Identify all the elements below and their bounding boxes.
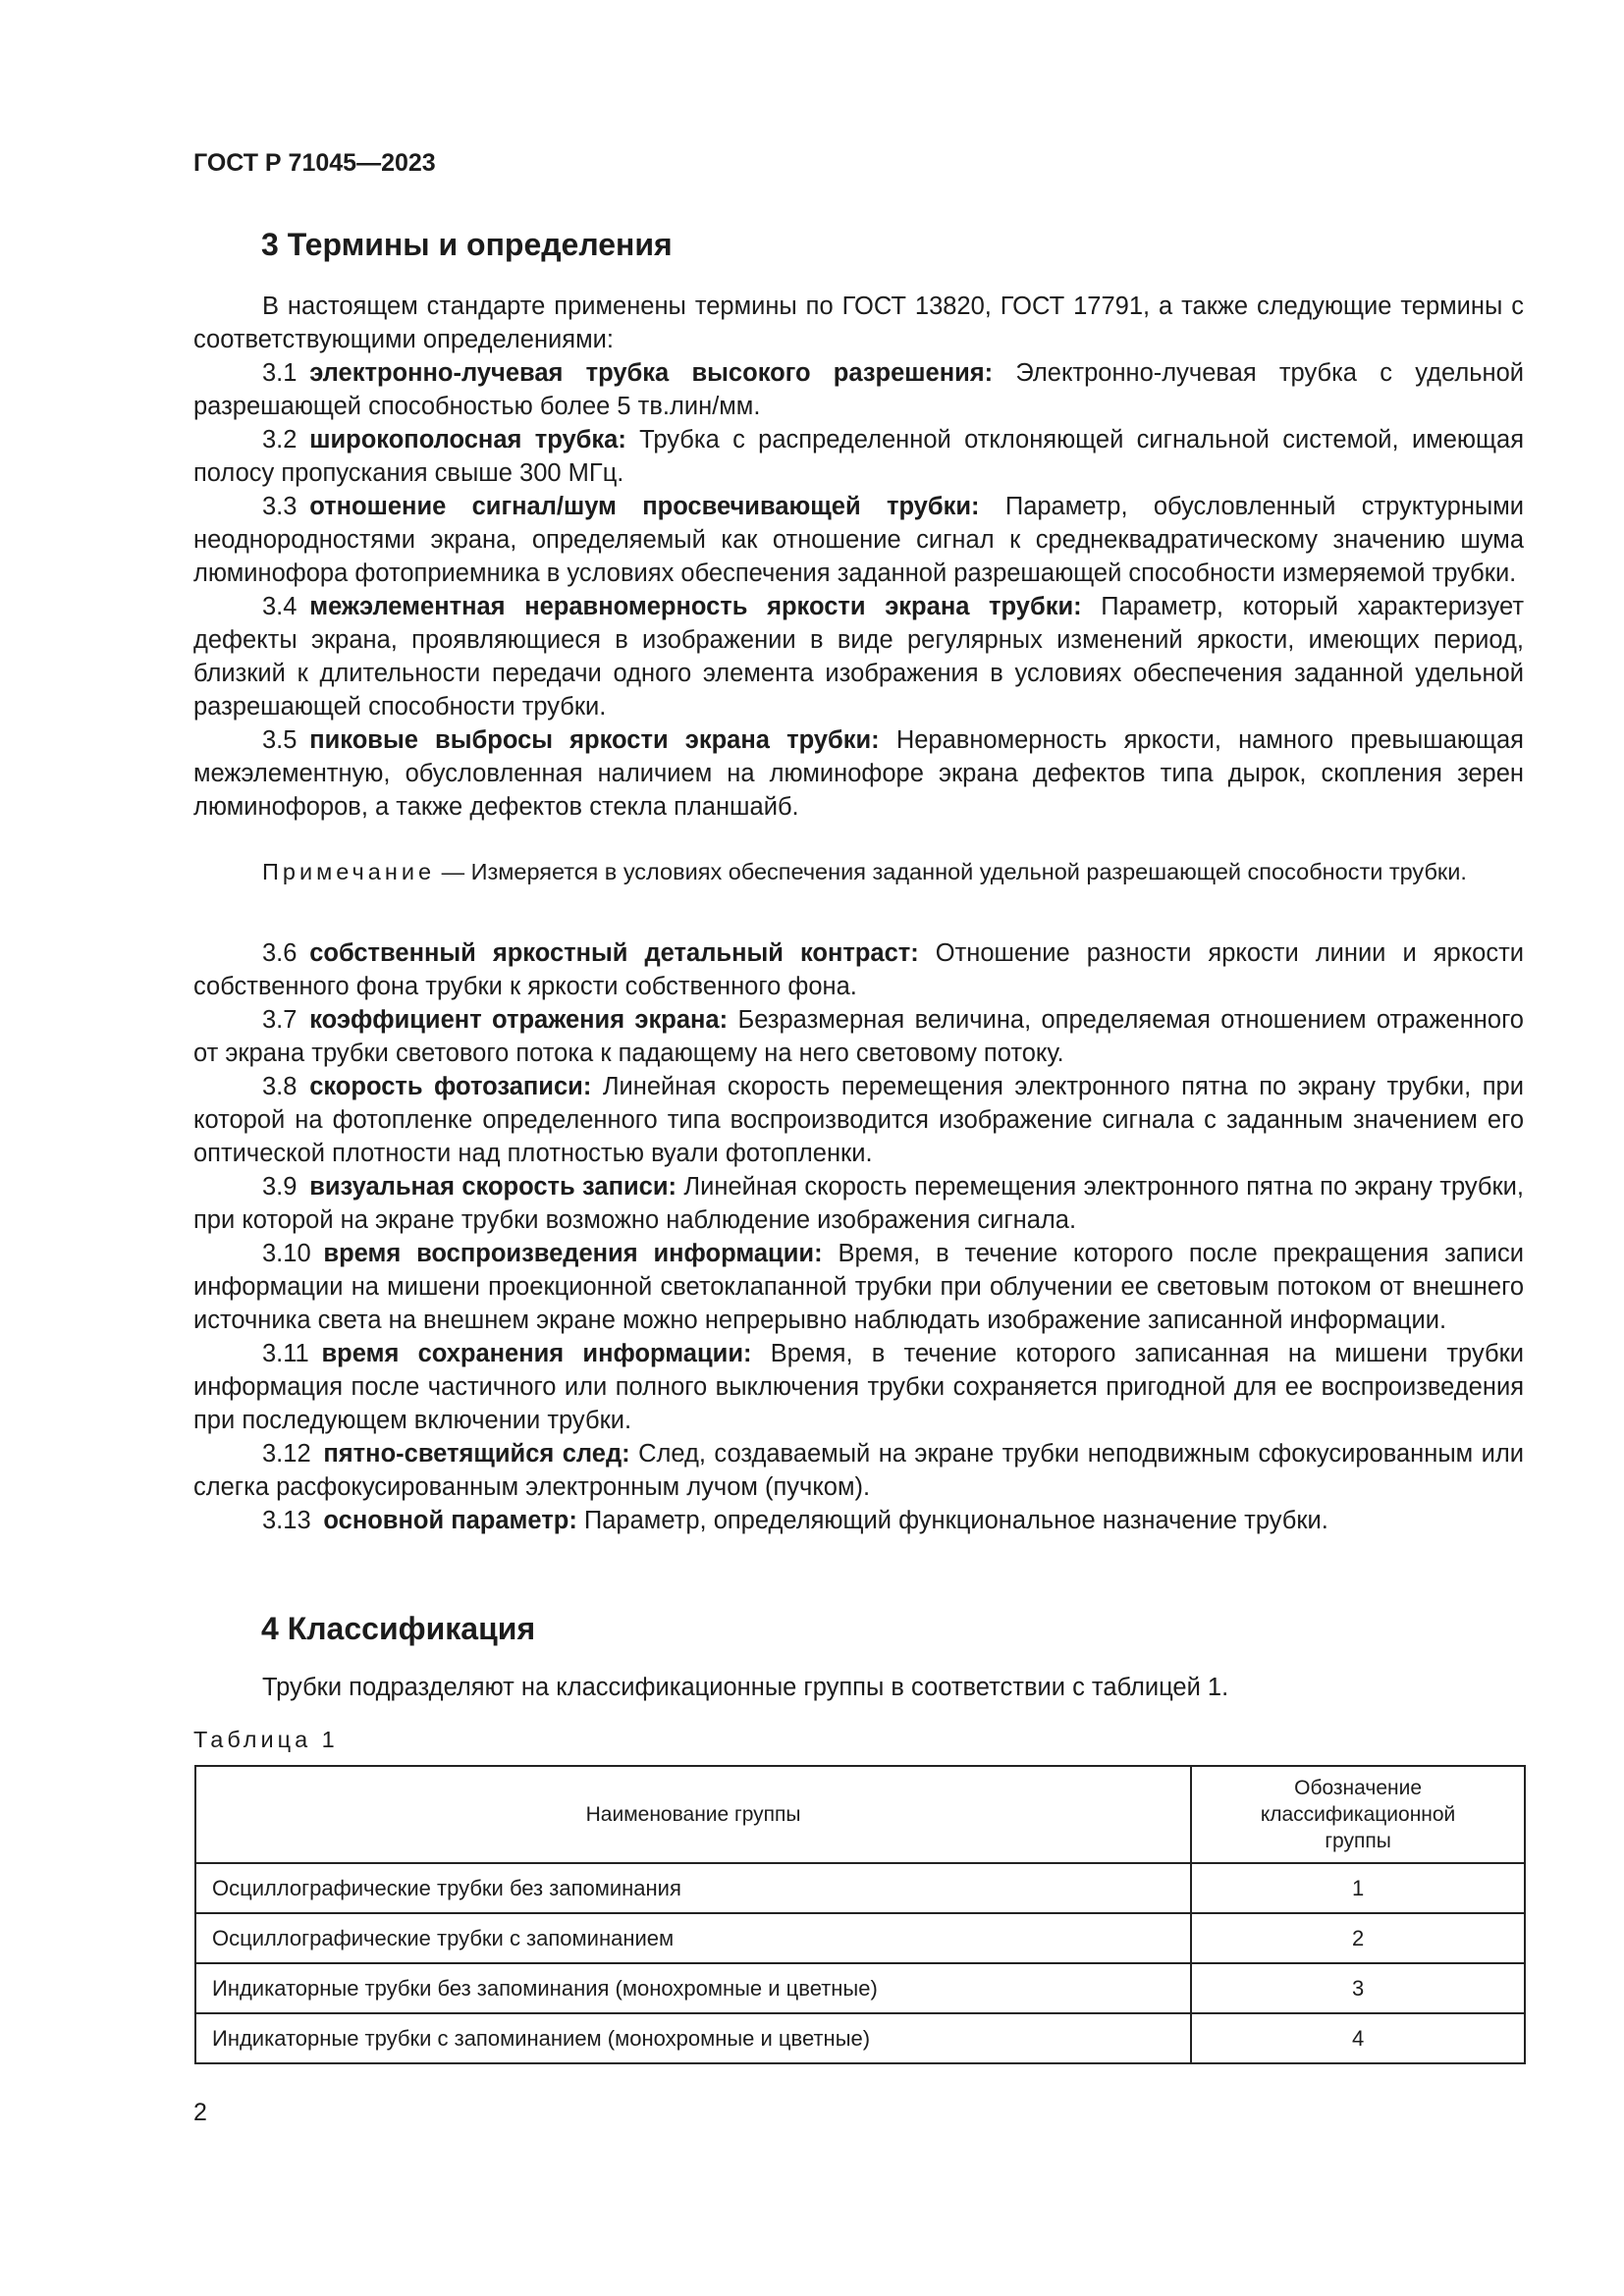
term-number: 3.6 bbox=[262, 939, 298, 967]
term-definition: След, создаваемый на экране трубки неподвижным сфокусированным или слегка расфокусированным электронным лучом (пучком). bbox=[193, 1440, 1524, 1501]
table-row bbox=[195, 1963, 1525, 2013]
term-entry bbox=[193, 1003, 1524, 1070]
term-name: время сохранения информации: bbox=[321, 1340, 752, 1367]
term-number: 3.8 bbox=[262, 1073, 298, 1100]
section-3-title: 3 Термины и определения bbox=[261, 227, 673, 262]
term-name: скорость фотозаписи: bbox=[309, 1073, 592, 1100]
term-entry bbox=[193, 356, 1524, 423]
term-number: 3.10 bbox=[262, 1240, 311, 1267]
term-name: широкополосная трубка: bbox=[309, 426, 626, 454]
term-name: собственный яркостный детальный контраст: bbox=[309, 939, 919, 967]
term-number: 3.12 bbox=[262, 1440, 311, 1468]
note bbox=[193, 857, 1524, 887]
term-number: 3.13 bbox=[262, 1507, 311, 1534]
group-code-cell: 3 bbox=[1191, 1963, 1525, 2013]
note-text: — Измеряется в условиях обеспечения заданной удельной разрешающей способности трубки. bbox=[441, 859, 1467, 884]
term-definition: Линейная скорость перемещения электронного пятна по экрану трубки, при которой на фотопленке определенного типа воспроизводится изображение сигнала с заданным значением его оптической плотности над плотностью вуали фотопленки. bbox=[193, 1073, 1524, 1167]
term-entry bbox=[193, 590, 1524, 723]
term-definition: Параметр, обусловленный структурными неоднородностями экрана, определяемый как отношение сигнал к среднеквадратическому значению шума люминофора фотоприемника в условиях обеспечения заданной разрешающей способности измеряемой трубки. bbox=[193, 493, 1525, 587]
term-number: 3.5 bbox=[262, 726, 298, 754]
classification-table bbox=[194, 1765, 1526, 2064]
term-entry bbox=[193, 1437, 1524, 1504]
header-group-code: Обозначение классификационной группы bbox=[1191, 1766, 1525, 1863]
term-name: электронно-лучевая трубка высокого разрешения: bbox=[309, 359, 994, 387]
group-name-cell: Индикаторные трубки с запоминанием (монохромные и цветные) bbox=[195, 2013, 1191, 2063]
term-entry bbox=[193, 936, 1524, 1003]
term-entry bbox=[193, 1170, 1524, 1237]
terms-block-2 bbox=[193, 936, 1524, 1537]
term-definition: Параметр, определяющий функциональное назначение трубки. bbox=[583, 1507, 1328, 1534]
term-number: 3.4 bbox=[262, 593, 298, 620]
group-code-cell: 4 bbox=[1191, 2013, 1525, 2063]
term-entry bbox=[193, 1237, 1524, 1337]
term-number: 3.7 bbox=[262, 1006, 298, 1034]
term-name: отношение сигнал/шум просвечивающей трубки: bbox=[309, 493, 980, 520]
header-group-name: Наименование группы bbox=[195, 1766, 1191, 1863]
term-name: основной параметр: bbox=[323, 1507, 577, 1534]
term-name: визуальная скорость записи: bbox=[309, 1173, 677, 1201]
term-number: 3.2 bbox=[262, 426, 298, 454]
group-name-cell: Осциллографические трубки без запоминания bbox=[195, 1863, 1191, 1913]
term-number: 3.11 bbox=[262, 1340, 309, 1367]
term-entry bbox=[193, 723, 1524, 824]
note-label: Примечание bbox=[262, 859, 436, 884]
section-3-intro: В настоящем стандарте применены термины по ГОСТ 13820, ГОСТ 17791, а также следующие термины с соответствующими определениями: bbox=[193, 293, 1524, 353]
document-code: ГОСТ Р 71045—2023 bbox=[193, 149, 436, 177]
terms-block-1 bbox=[193, 290, 1524, 824]
term-definition: Время, в течение которого записанная на мишени трубки информация после частичного или полного выключения трубки сохраняется пригодной для ее воспроизведения при последующем включении трубки. bbox=[193, 1340, 1524, 1434]
table-header-row bbox=[195, 1766, 1525, 1863]
term-name: пятно-светящийся след: bbox=[323, 1440, 630, 1468]
group-code-cell: 2 bbox=[1191, 1913, 1525, 1963]
table-row bbox=[195, 1863, 1525, 1913]
term-number: 3.3 bbox=[262, 493, 298, 520]
term-name: коэффициент отражения экрана: bbox=[309, 1006, 729, 1034]
term-entry bbox=[193, 1070, 1524, 1170]
term-definition: Трубка с распределенной отклоняющей сигнальной системой, имеющая полосу пропускания свыше 300 МГц. bbox=[193, 426, 1524, 487]
section-4-intro: Трубки подразделяют на классификационные группы в соответствии с таблицей 1. bbox=[262, 1674, 1229, 1701]
group-code-cell: 1 bbox=[1191, 1863, 1525, 1913]
term-number: 3.1 bbox=[262, 359, 298, 387]
group-name-cell: Индикаторные трубки без запоминания (монохромные и цветные) bbox=[195, 1963, 1191, 2013]
term-name: межэлементная неравномерность яркости экрана трубки: bbox=[309, 593, 1082, 620]
group-name-cell: Осциллографические трубки с запоминанием bbox=[195, 1913, 1191, 1963]
term-number: 3.9 bbox=[262, 1173, 298, 1201]
term-name: пиковые выбросы яркости экрана трубки: bbox=[309, 726, 880, 754]
term-entry bbox=[193, 1337, 1524, 1437]
term-definition: Неравномерность яркости, намного превышающая межэлементную, обусловленная наличием на люминофоре экрана дефектов типа дырок, скопления зерен люминофоров, а также дефектов стекла планшайб. bbox=[193, 726, 1524, 821]
term-definition: Отношение разности яркости линии и яркости собственного фона трубки к яркости собственного фона. bbox=[193, 939, 1524, 1000]
table-row bbox=[195, 2013, 1525, 2063]
term-definition: Безразмерная величина, определяемая отношением отраженного от экрана трубки светового потока к падающему на него световому потоку. bbox=[193, 1006, 1524, 1067]
term-entry bbox=[193, 1504, 1524, 1537]
page-number: 2 bbox=[193, 2099, 207, 2126]
term-entry bbox=[193, 490, 1524, 590]
term-definition: Параметр, который характеризует дефекты экрана, проявляющиеся в изображении в виде регулярных изменений яркости, имеющих период, близкий к длительности передачи одного элемента изображения в условиях обеспечения заданной удельной разрешающей способности трубки. bbox=[193, 593, 1524, 721]
term-entry bbox=[193, 423, 1524, 490]
table-caption: Таблица 1 bbox=[193, 1727, 339, 1752]
term-definition: Линейная скорость перемещения электронного пятна по экрану трубки, при которой на экране трубки возможно наблюдение изображения сигнала. bbox=[193, 1173, 1524, 1234]
section-4-title: 4 Классификация bbox=[261, 1611, 536, 1646]
term-definition: Электронно-лучевая трубка с удельной разрешающей способностью более 5 тв.лин/мм. bbox=[193, 359, 1524, 420]
term-name: время воспроизведения информации: bbox=[323, 1240, 823, 1267]
term-definition: Время, в течение которого после прекращения записи информации на мишени проекционной светоклапанной трубки при облучении ее световым потоком от внешнего источника света на внешнем экране можно непрерывно наблюдать изображение записанной информации. bbox=[193, 1240, 1524, 1334]
table-row bbox=[195, 1913, 1525, 1963]
